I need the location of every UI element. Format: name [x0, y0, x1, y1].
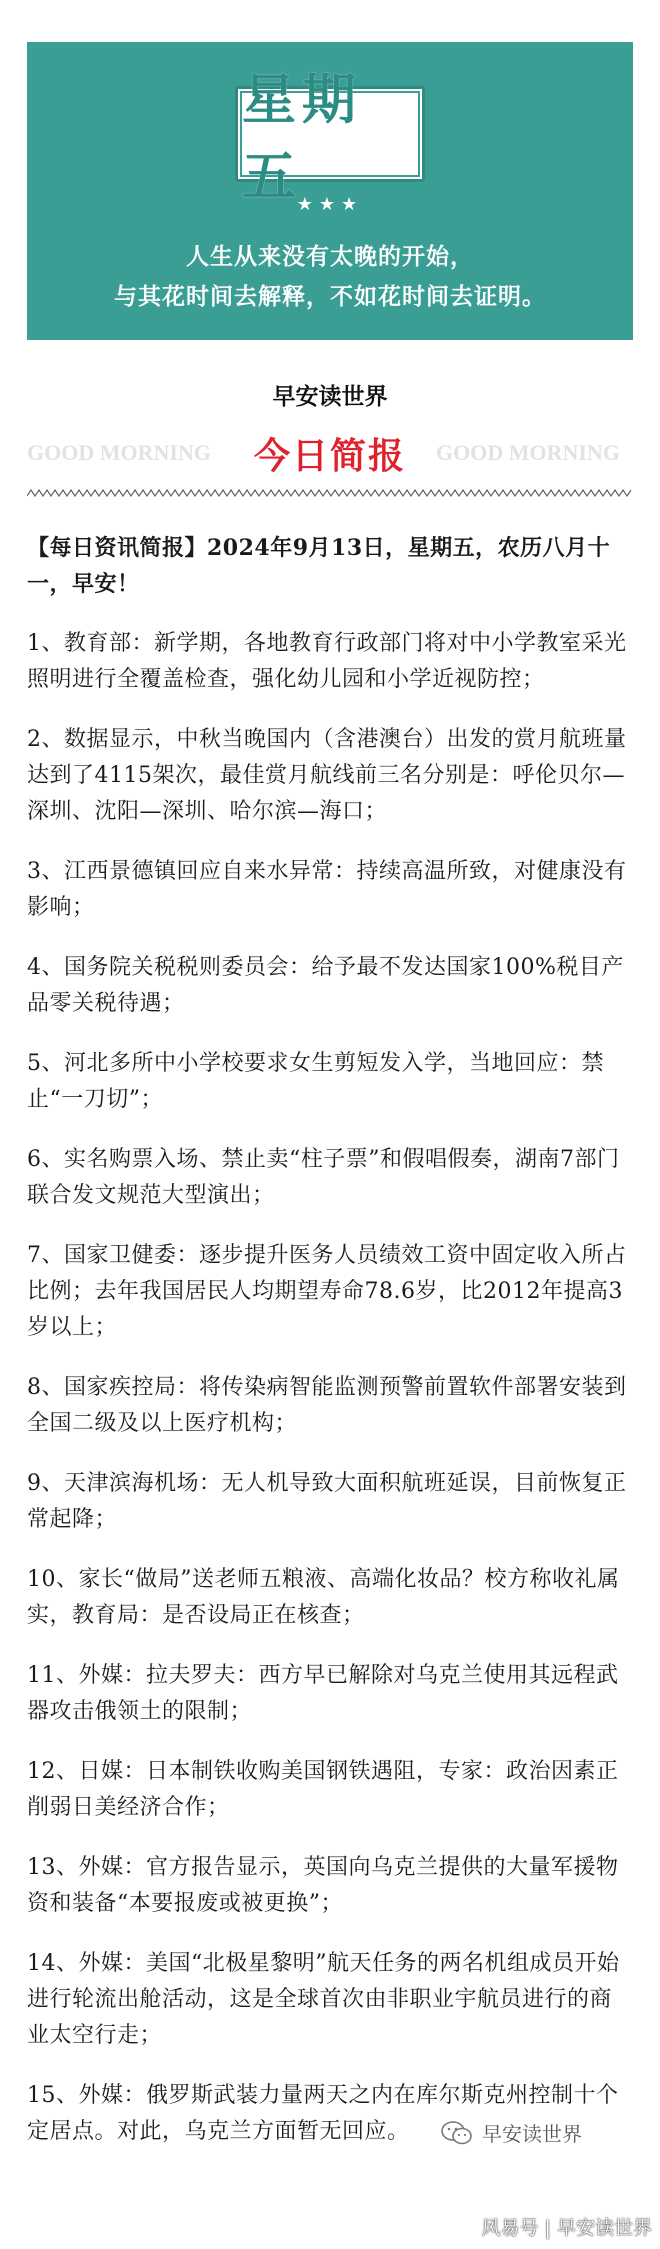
- good-morning-right: GOOD MORNING: [436, 440, 620, 465]
- news-item: 5、河北多所中小学校要求女生剪短发入学，当地回应：禁止“一刀切”；: [27, 1051, 604, 1112]
- brand-name: 早安读世界: [272, 383, 388, 410]
- news-item: 14、外媒：美国“北极星黎明”航天任务的两名机组成员开始进行轮流出舱活动，这是全球首次由非职业宇航员进行的商业太空行走；: [27, 1951, 620, 2048]
- news-content: [27, 530, 633, 2174]
- footer-watermark-text: 风易号 | 早安读世界: [481, 2217, 652, 2239]
- footer-logo-text: 早安读世界: [482, 2122, 582, 2146]
- news-item: 11、外媒：拉夫罗夫：西方早已解除对乌克兰使用其远程武器攻击俄领土的限制；: [27, 1663, 619, 1724]
- weekday-text: 星期五: [242, 68, 362, 208]
- motto-line-2: 与其花时间去解释，不如花时间去证明。: [114, 283, 546, 310]
- news-item: 8、国家疾控局：将传染病智能监测预警前置软件部署安装到全国二级及以上医疗机构；: [27, 1375, 627, 1436]
- motto-line-1: 人生从来没有太晚的开始，: [186, 243, 474, 270]
- news-item: 15、外媒：俄罗斯武装力量两天之内在库尔斯克州控制十个定居点。对此，乌克兰方面暂无回应。: [27, 2083, 619, 2144]
- news-intro: 【每日资讯简报】2024年9月13日，星期五，农历八月十一，早安！: [27, 535, 611, 597]
- news-item: 1、教育部：新学期，各地教育行政部门将对中小学教室采光照明进行全覆盖检查，强化幼儿园和小学近视防控；: [27, 631, 627, 692]
- news-item: 13、外媒：官方报告显示，英国向乌克兰提供的大量军援物资和装备“本要报废或被更换”；: [27, 1855, 619, 1916]
- footer-watermark: [454, 2204, 660, 2249]
- zigzag-divider: [27, 488, 633, 498]
- news-item: 6、实名购票入场、禁止卖“柱子票”和假唱假奏，湖南7部门联合发文规范大型演出；: [27, 1147, 620, 1208]
- news-item: 12、日媒：日本制铁收购美国钢铁遇阻，专家：政治因素正削弱日美经济合作；: [27, 1759, 619, 1820]
- wechat-icon: [440, 2120, 474, 2146]
- news-item: 2、数据显示，中秋当晚国内（含港澳台）出发的赏月航班量达到了4115架次，最佳赏月航线前三名分别是：呼伦贝尔—深圳、沈阳—深圳、哈尔滨—海口；: [27, 727, 627, 824]
- good-morning-left: GOOD MORNING: [27, 440, 211, 465]
- news-item: 10、家长“做局”送老师五粮液、高端化妆品？校方称收礼属实，教育局：是否设局正在核查；: [27, 1567, 620, 1628]
- news-list: [27, 626, 633, 2150]
- footer-logo: [440, 2118, 582, 2147]
- news-item: 9、天津滨海机场：无人机导致大面积航班延误，目前恢复正常起降；: [27, 1471, 627, 1532]
- weekday-badge: [235, 68, 425, 208]
- news-item: 4、国务院关税税则委员会：给予最不发达国家100%税目产品零关税待遇；: [27, 955, 624, 1016]
- news-item: 3、江西景德镇回应自来水异常：持续高温所致，对健康没有影响；: [27, 859, 627, 920]
- stars-decoration: ★★★: [296, 194, 364, 215]
- header-banner: [27, 42, 633, 340]
- page-title: 今日简报: [253, 436, 406, 477]
- news-item: 7、国家卫健委：逐步提升医务人员绩效工资中固定收入所占比例；去年我国居民人均期望寿命78.6岁，比2012年提高3岁以上；: [27, 1243, 627, 1340]
